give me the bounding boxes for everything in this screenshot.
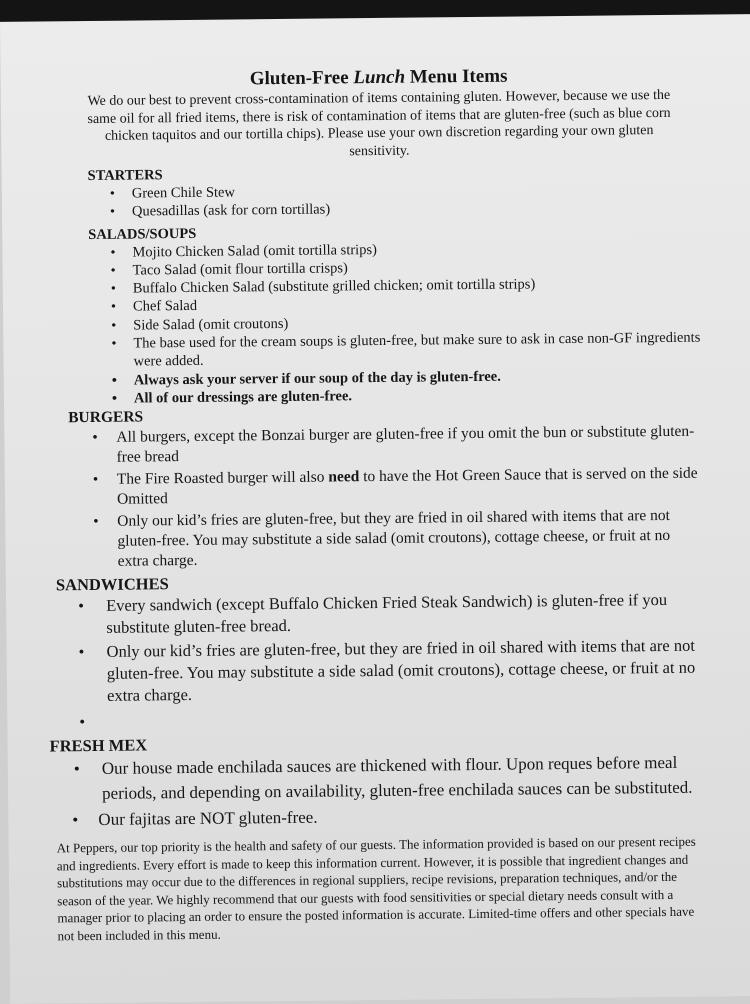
bullet-icon: •: [111, 317, 117, 334]
section-heading-salads: SALADS/SOUPS: [88, 225, 197, 243]
bullet-icon: •: [110, 299, 117, 316]
title-prefix: Gluten-Free: [249, 67, 354, 90]
list-item: [50, 751, 706, 807]
bullet-icon: •: [111, 372, 117, 389]
bullet-icon: •: [78, 596, 85, 616]
item-text: All of our dressings are gluten-free.: [133, 388, 353, 407]
bullet-icon: •: [109, 204, 116, 221]
burgers-section: [52, 402, 704, 573]
bullet-icon: •: [93, 513, 99, 531]
title-suffix: Menu Items: [404, 65, 508, 88]
bullet-icon: •: [110, 280, 116, 297]
item-text: Every sandwich (except Buffalo Chicken Fried Steak Sandwich) is gluten-free if you substitute gluten-free bread.: [106, 590, 668, 638]
bullet-icon: •: [110, 244, 116, 261]
section-heading-burgers: BURGERS: [68, 408, 144, 427]
item-text: Our house made enchilada sauces are thickened with flour. Upon reques before meal periods, and depending on availability, gluten-free enchilada sauces can be substituted.: [101, 753, 693, 803]
item-text: The Fire Roasted burger will also: [116, 468, 329, 488]
menu-content: [49, 63, 707, 833]
bullet-icon: •: [92, 471, 99, 489]
item-text: The base used for the cream soups is gluten-free, but make sure to ask in case non-GF ingredients were added.: [133, 329, 701, 370]
bullet-icon: •: [72, 810, 79, 830]
item-text: Quesadillas (ask for corn tortillas): [131, 201, 331, 220]
list-item: [53, 464, 703, 511]
item-text: Mojito Chicken Salad (omit tortilla strips): [132, 241, 377, 261]
item-text: Our fajitas are NOT gluten-free.: [98, 807, 318, 830]
bullet-icon: •: [109, 185, 115, 202]
bullet-icon: •: [73, 759, 80, 779]
sandwiches-section: [48, 568, 706, 734]
section-heading-sandwiches: SANDWICHES: [55, 574, 169, 595]
section-heading-starters: STARTERS: [87, 167, 163, 185]
item-text: Side Salad (omit croutons): [133, 315, 289, 334]
list-item: [50, 802, 706, 833]
intro-paragraph: We do our best to prevent cross-contamination of items containing gluten. However, because we use the same oil for all fried items, there is risk of contamination of items that are gluten-free (such as blue corn chicken taquitos and our tortilla chips). Please use your own discretion regarding your own gluten sensitivity.: [87, 87, 671, 159]
bullet-icon: •: [111, 335, 117, 352]
list-item: [53, 506, 704, 573]
title-emphasis: Lunch: [353, 66, 406, 89]
list-item: [52, 422, 702, 469]
item-text: Taco Salad (omit flour tortilla crisps): [132, 260, 348, 279]
item-text: Only our kid’s fries are gluten-free, but they are fried in oil shared with items that are not gluten-free. You may substitute a side salad (omit croutons), cottage cheese, or fruit at no extra charge.: [106, 635, 696, 706]
item-text: Only our kid’s fries are gluten-free, but they are fried in oil shared with items that are not gluten-free. You may substitute a side salad (omit croutons), cottage cheese, or fruit at no extra charge.: [117, 507, 671, 570]
bullet-icon: •: [92, 429, 98, 447]
bullet-icon: •: [79, 712, 86, 732]
starters-section: [60, 161, 702, 409]
item-text: All burgers, except the Bonzai burger are gluten-free if you omit the bun or substitute gluten-free bread: [116, 422, 695, 466]
item-text: Green Chile Stew: [131, 184, 235, 202]
bullet-icon: •: [110, 262, 116, 279]
menu-sheet: [0, 14, 750, 1004]
bullet-icon: •: [111, 390, 118, 407]
item-text: to have the Hot Green Sauce that is served on the side Omitted: [116, 464, 698, 508]
item-text: Chef Salad: [132, 298, 198, 316]
fresh-mex-section: [49, 729, 706, 833]
item-text: Always ask your server if our soup of the day is gluten-free.: [133, 368, 501, 389]
section-heading-fresh-mex: FRESH MEX: [49, 735, 148, 756]
item-text: Buffalo Chicken Salad (substitute grilled chicken; omit tortilla strips): [132, 276, 536, 297]
list-item: [48, 589, 704, 640]
disclaimer-paragraph: At Peppers, our top priority is the health and safety of our guests. The information provided is based on our present recipes and ingredients. Every effort is made to keep this information current. However, it is possible that ingredient changes and substitutions may occur due to the differences in regional suppliers, recipe revisions, preparation techniques, and/or the season of the year. We highly recommend that our guests with food sensitivities or special dietary needs consult with a manager prior to placing an order to ensure the posted information is accurate. Limited-time offers and other specials have not been included in this menu.: [56, 833, 696, 943]
item-text-bold: need: [328, 468, 360, 486]
bullet-icon: •: [78, 642, 85, 662]
list-item: [49, 635, 706, 708]
